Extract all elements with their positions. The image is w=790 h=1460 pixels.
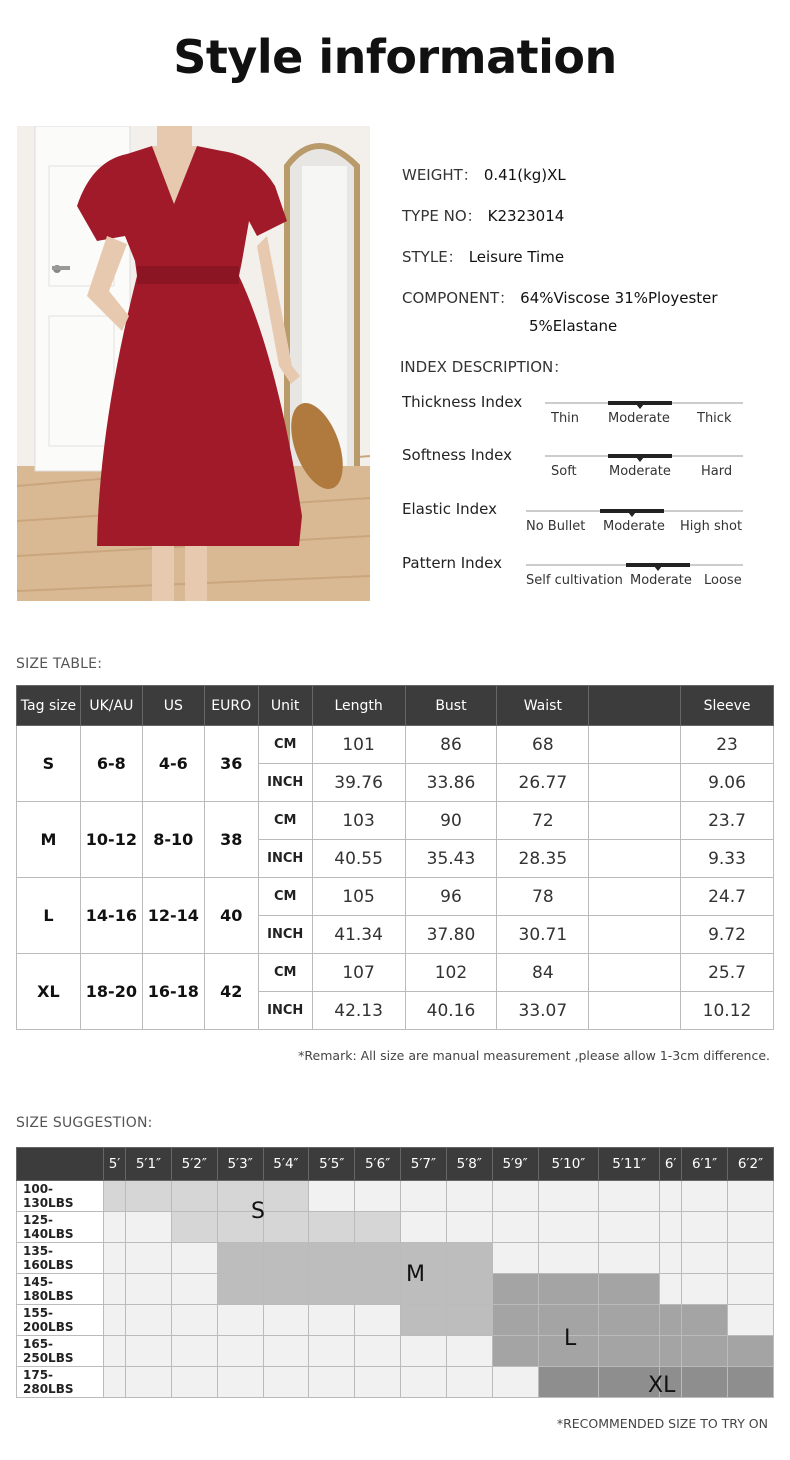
scale-label: No Bullet <box>526 519 586 534</box>
measure-cell: 10.12 <box>681 992 774 1030</box>
measure-cell <box>589 916 681 954</box>
suggestion-cell <box>492 1243 538 1274</box>
suggestion-cell <box>446 1181 492 1212</box>
weight-label: 175-280LBS <box>17 1367 104 1398</box>
suggestion-cell <box>217 1274 263 1305</box>
suggestion-cell <box>492 1336 538 1367</box>
suggestion-cell <box>126 1336 172 1367</box>
header-tag-size: Tag size <box>17 686 81 726</box>
style-label: STYLE： <box>402 248 463 266</box>
suggestion-cell <box>401 1305 447 1336</box>
weight-label: 155-200LBS <box>17 1305 104 1336</box>
suggestion-cell <box>309 1212 355 1243</box>
suggestion-cell <box>599 1212 660 1243</box>
height-header: 5′2″ <box>171 1148 217 1181</box>
suggestion-cell <box>446 1243 492 1274</box>
component-row <box>402 287 718 308</box>
measure-cell: 86 <box>405 726 497 764</box>
component-row-2 <box>529 317 617 335</box>
unit-cell: INCH <box>258 992 312 1030</box>
tag-size-cell: M <box>17 802 81 878</box>
suggestion-row <box>17 1336 774 1367</box>
suggestion-cell <box>401 1212 447 1243</box>
measure-cell: 103 <box>312 802 405 840</box>
weight-label: 145-180LBS <box>17 1274 104 1305</box>
tag-size-cell: L <box>17 878 81 954</box>
suggestion-cell <box>309 1367 355 1398</box>
suggestion-cell <box>446 1305 492 1336</box>
measure-cell: 101 <box>312 726 405 764</box>
suggestion-cell <box>217 1336 263 1367</box>
suggestion-cell <box>660 1305 682 1336</box>
euro-cell: 38 <box>204 802 258 878</box>
measure-cell: 26.77 <box>497 764 589 802</box>
suggestion-cell <box>599 1336 660 1367</box>
height-header: 5′5″ <box>309 1148 355 1181</box>
suggestion-cell <box>355 1274 401 1305</box>
header-bust: Bust <box>405 686 497 726</box>
table-row <box>17 954 774 992</box>
suggestion-cell <box>682 1181 728 1212</box>
measure-cell: 37.80 <box>405 916 497 954</box>
suggestion-cell <box>446 1336 492 1367</box>
suggestion-cell <box>171 1212 217 1243</box>
unit-cell: CM <box>258 726 312 764</box>
measure-cell: 107 <box>312 954 405 992</box>
suggestion-cell <box>401 1181 447 1212</box>
suggestion-cell <box>104 1367 126 1398</box>
measure-cell: 24.7 <box>681 878 774 916</box>
measure-cell: 90 <box>405 802 497 840</box>
scale-label: Hard <box>701 464 733 479</box>
recommendation-note: *RECOMMENDED SIZE TO TRY ON <box>556 1416 768 1431</box>
measure-cell <box>589 878 681 916</box>
height-header: 6′2″ <box>728 1148 774 1181</box>
scale-label: Self cultivation <box>526 573 623 588</box>
suggestion-cell <box>126 1367 172 1398</box>
suggestion-cell <box>538 1212 599 1243</box>
suggestion-cell <box>309 1181 355 1212</box>
us-cell: 16-18 <box>142 954 204 1030</box>
suggestion-cell <box>492 1305 538 1336</box>
suggestion-cell <box>492 1274 538 1305</box>
header-us: US <box>142 686 204 726</box>
size-table-header-row <box>17 686 774 726</box>
uk-au-cell: 6-8 <box>80 726 142 802</box>
table-row <box>17 802 774 840</box>
suggestion-cell <box>538 1367 599 1398</box>
measure-cell: 33.07 <box>497 992 589 1030</box>
suggestion-cell <box>171 1274 217 1305</box>
measure-cell: 102 <box>405 954 497 992</box>
measure-cell: 105 <box>312 878 405 916</box>
suggestion-cell <box>599 1181 660 1212</box>
suggestion-cell <box>104 1243 126 1274</box>
measure-cell: 30.71 <box>497 916 589 954</box>
suggestion-cell <box>171 1367 217 1398</box>
thickness-index-label: Thickness Index <box>402 393 523 411</box>
suggestion-cell <box>599 1243 660 1274</box>
unit-cell: INCH <box>258 840 312 878</box>
measure-cell: 78 <box>497 878 589 916</box>
suggestion-cell <box>355 1336 401 1367</box>
zone-label-l: L <box>564 1326 577 1351</box>
weight-label: 135-160LBS <box>17 1243 104 1274</box>
type-value: K2323014 <box>487 207 565 225</box>
size-table-heading: SIZE TABLE: <box>16 656 103 672</box>
suggestion-cell <box>309 1243 355 1274</box>
component-value-1: 64%Viscose 31%Ployester <box>520 289 718 307</box>
elastic-scale <box>526 508 743 532</box>
height-header: 6′1″ <box>682 1148 728 1181</box>
suggestion-cell <box>446 1212 492 1243</box>
component-value-2: 5%Elastane <box>529 317 618 335</box>
measure-cell: 9.72 <box>681 916 774 954</box>
zone-label-s: S <box>251 1199 265 1224</box>
type-label: TYPE NO： <box>402 207 482 225</box>
corner-cell <box>17 1148 104 1181</box>
suggestion-row <box>17 1274 774 1305</box>
suggestion-cell <box>728 1336 774 1367</box>
table-row <box>17 726 774 764</box>
page-title: Style information <box>173 30 617 84</box>
suggestion-cell <box>104 1212 126 1243</box>
suggestion-cell <box>104 1336 126 1367</box>
measure-cell: 40.16 <box>405 992 497 1030</box>
height-header: 5′3″ <box>217 1148 263 1181</box>
suggestion-cell <box>309 1274 355 1305</box>
product-photo <box>17 126 370 601</box>
style-value: Leisure Time <box>468 248 565 266</box>
measure-cell <box>589 726 681 764</box>
scale-label: Moderate <box>609 464 671 479</box>
suggestion-cell <box>682 1212 728 1243</box>
height-header: 5′6″ <box>355 1148 401 1181</box>
suggestion-cell <box>126 1274 172 1305</box>
measure-cell: 41.34 <box>312 916 405 954</box>
component-label: COMPONENT： <box>402 289 515 307</box>
measure-cell: 39.76 <box>312 764 405 802</box>
thickness-scale <box>545 400 743 424</box>
suggestion-cell <box>263 1243 309 1274</box>
header-uk-au: UK/AU <box>80 686 142 726</box>
softness-scale <box>545 453 743 477</box>
suggestion-cell <box>401 1336 447 1367</box>
scale-label: Moderate <box>630 573 692 588</box>
measure-cell: 35.43 <box>405 840 497 878</box>
suggestion-cell <box>599 1305 660 1336</box>
height-header: 5′1″ <box>126 1148 172 1181</box>
weight-label: WEIGHT： <box>402 166 478 184</box>
suggestion-cell <box>126 1243 172 1274</box>
pattern-index-label: Pattern Index <box>402 554 503 572</box>
scale-label: Moderate <box>603 519 665 534</box>
style-row <box>402 246 564 267</box>
suggestion-cell <box>401 1367 447 1398</box>
suggestion-cell <box>599 1274 660 1305</box>
table-row <box>17 878 774 916</box>
measure-cell: 25.7 <box>681 954 774 992</box>
suggestion-cell <box>660 1212 682 1243</box>
measure-cell: 68 <box>497 726 589 764</box>
suggestion-cell <box>538 1243 599 1274</box>
suggestion-cell <box>104 1305 126 1336</box>
suggestion-cell <box>728 1367 774 1398</box>
measure-cell <box>589 840 681 878</box>
scale-label: Loose <box>704 573 742 588</box>
suggestion-cell <box>728 1212 774 1243</box>
header-length: Length <box>312 686 405 726</box>
suggestion-cell <box>126 1305 172 1336</box>
suggestion-cell <box>171 1305 217 1336</box>
suggestion-cell <box>171 1336 217 1367</box>
weight-row <box>402 164 566 185</box>
height-header: 5′8″ <box>446 1148 492 1181</box>
suggestion-cell <box>355 1212 401 1243</box>
weight-value: 0.41(kg)XL <box>483 166 566 184</box>
header-euro: EURO <box>204 686 258 726</box>
suggestion-cell <box>660 1181 682 1212</box>
pattern-scale <box>526 562 743 586</box>
suggestion-cell <box>171 1243 217 1274</box>
suggestion-cell <box>660 1336 682 1367</box>
suggestion-cell <box>309 1336 355 1367</box>
suggestion-cell <box>355 1243 401 1274</box>
measure-cell: 23 <box>681 726 774 764</box>
header-unit: Unit <box>258 686 312 726</box>
suggestion-cell <box>446 1367 492 1398</box>
suggestion-cell <box>309 1305 355 1336</box>
tag-size-cell: XL <box>17 954 81 1030</box>
suggestion-cell <box>682 1336 728 1367</box>
scale-label: Soft <box>551 464 577 479</box>
suggestion-cell <box>728 1181 774 1212</box>
scale-label: High shot <box>680 519 743 534</box>
weight-label: 100-130LBS <box>17 1181 104 1212</box>
measure-cell: 9.33 <box>681 840 774 878</box>
measure-cell: 96 <box>405 878 497 916</box>
weight-label: 125-140LBS <box>17 1212 104 1243</box>
euro-cell: 36 <box>204 726 258 802</box>
suggestion-row <box>17 1305 774 1336</box>
suggestion-cell <box>217 1367 263 1398</box>
unit-cell: CM <box>258 878 312 916</box>
softness-index-label: Softness Index <box>402 446 513 464</box>
suggestion-cell <box>538 1274 599 1305</box>
uk-au-cell: 14-16 <box>80 878 142 954</box>
measure-cell <box>589 954 681 992</box>
scale-label: Thin <box>551 411 580 426</box>
suggestion-cell <box>538 1181 599 1212</box>
suggestion-cell <box>171 1181 217 1212</box>
suggestion-cell <box>682 1243 728 1274</box>
uk-au-cell: 18-20 <box>80 954 142 1030</box>
scale-label: Moderate <box>608 411 670 426</box>
measure-cell <box>589 992 681 1030</box>
suggestion-row <box>17 1243 774 1274</box>
suggestion-cell <box>660 1243 682 1274</box>
suggestion-cell <box>660 1274 682 1305</box>
size-table <box>16 685 774 1030</box>
measure-cell: 23.7 <box>681 802 774 840</box>
measure-cell: 84 <box>497 954 589 992</box>
euro-cell: 42 <box>204 954 258 1030</box>
suggestion-cell <box>355 1367 401 1398</box>
suggestion-cell <box>263 1212 309 1243</box>
size-remark: *Remark: All size are manual measurement ,please allow 1-3cm difference. <box>298 1048 770 1063</box>
height-header: 5′10″ <box>538 1148 599 1181</box>
height-header: 5′11″ <box>599 1148 660 1181</box>
suggestion-row <box>17 1181 774 1212</box>
size-suggestion-table <box>16 1147 774 1398</box>
measure-cell <box>589 802 681 840</box>
suggestion-cell <box>217 1305 263 1336</box>
height-header: 5′7″ <box>401 1148 447 1181</box>
suggestion-cell <box>682 1305 728 1336</box>
suggestion-cell <box>728 1305 774 1336</box>
zone-label-m: M <box>406 1262 425 1287</box>
suggestion-cell <box>728 1274 774 1305</box>
suggestion-cell <box>263 1367 309 1398</box>
height-header: 6′ <box>660 1148 682 1181</box>
weight-label: 165-250LBS <box>17 1336 104 1367</box>
suggestion-cell <box>263 1181 309 1212</box>
suggestion-row <box>17 1212 774 1243</box>
index-description-heading: INDEX DESCRIPTION： <box>400 358 569 376</box>
measure-cell: 9.06 <box>681 764 774 802</box>
us-cell: 4-6 <box>142 726 204 802</box>
suggestion-cell <box>492 1212 538 1243</box>
measure-cell: 72 <box>497 802 589 840</box>
unit-cell: CM <box>258 802 312 840</box>
unit-cell: INCH <box>258 764 312 802</box>
euro-cell: 40 <box>204 878 258 954</box>
header-sleeve: Sleeve <box>681 686 774 726</box>
measure-cell: 33.86 <box>405 764 497 802</box>
suggestion-cell <box>126 1212 172 1243</box>
unit-cell: CM <box>258 954 312 992</box>
measure-cell: 28.35 <box>497 840 589 878</box>
suggestion-cell <box>355 1181 401 1212</box>
suggestion-cell <box>126 1181 172 1212</box>
measure-cell <box>589 764 681 802</box>
suggestion-cell <box>682 1367 728 1398</box>
height-header: 5′ <box>104 1148 126 1181</box>
uk-au-cell: 10-12 <box>80 802 142 878</box>
suggestion-cell <box>263 1274 309 1305</box>
us-cell: 8-10 <box>142 802 204 878</box>
type-row <box>402 205 564 226</box>
suggestion-cell <box>355 1305 401 1336</box>
suggestion-cell <box>263 1305 309 1336</box>
height-header: 5′4″ <box>263 1148 309 1181</box>
unit-cell: INCH <box>258 916 312 954</box>
suggestion-cell <box>492 1181 538 1212</box>
suggestion-cell <box>104 1181 126 1212</box>
suggestion-cell <box>217 1243 263 1274</box>
header-waist: Waist <box>497 686 589 726</box>
us-cell: 12-14 <box>142 878 204 954</box>
tag-size-cell: S <box>17 726 81 802</box>
zone-label-xl: XL <box>648 1373 676 1398</box>
suggestion-cell <box>682 1274 728 1305</box>
measure-cell: 42.13 <box>312 992 405 1030</box>
elastic-index-label: Elastic Index <box>402 500 498 518</box>
header-blank <box>589 686 681 726</box>
suggestion-cell <box>104 1274 126 1305</box>
suggestion-cell <box>446 1274 492 1305</box>
suggestion-cell <box>492 1367 538 1398</box>
height-header: 5′9″ <box>492 1148 538 1181</box>
suggestion-cell <box>263 1336 309 1367</box>
suggestion-cell <box>728 1243 774 1274</box>
measure-cell: 40.55 <box>312 840 405 878</box>
scale-label: Thick <box>697 411 732 426</box>
size-suggestion-heading: SIZE SUGGESTION: <box>16 1115 153 1131</box>
suggestion-header-row <box>17 1148 774 1181</box>
